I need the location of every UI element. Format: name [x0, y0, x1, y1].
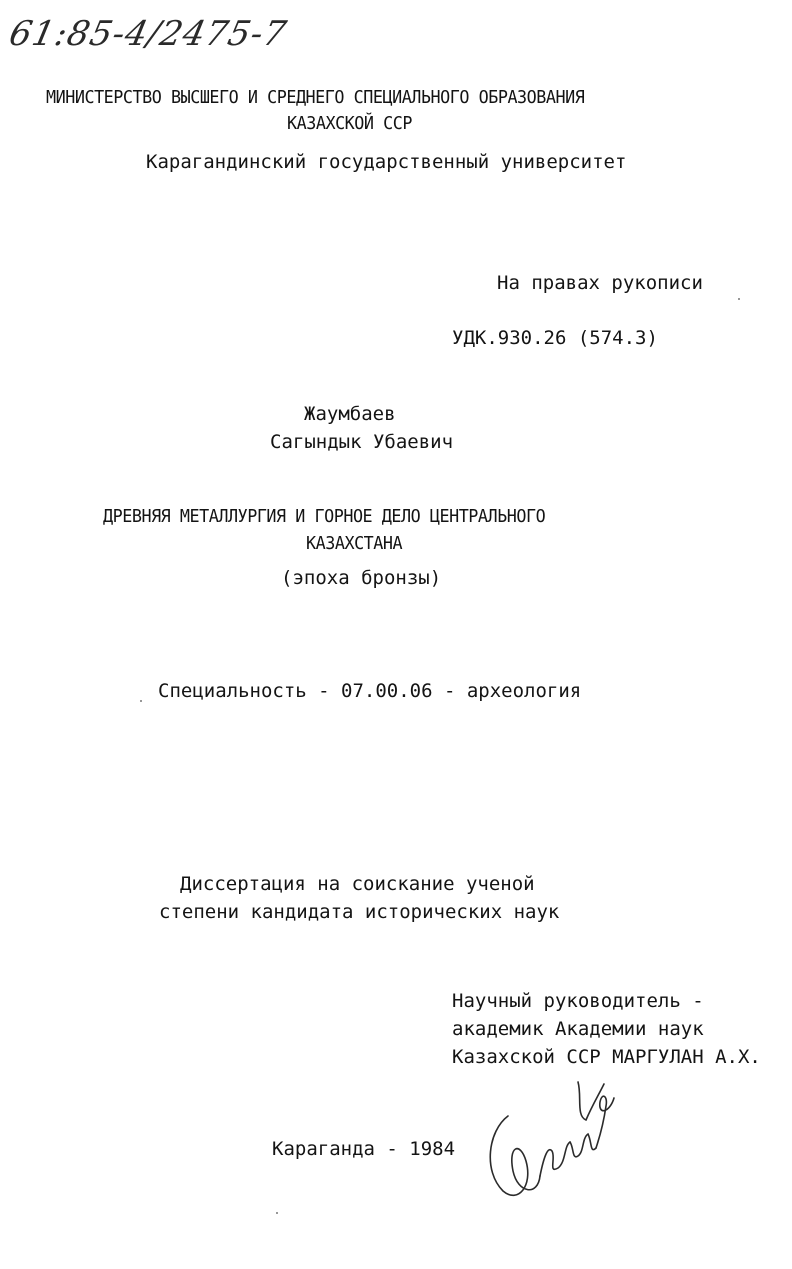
dissertation-line-1: Диссертация на соискание ученой	[180, 873, 535, 895]
scan-speck	[140, 700, 142, 702]
title-line-2: КАЗАХСТАНА	[306, 533, 403, 554]
scan-speck	[738, 298, 740, 300]
author-name: Сагындык Убаевич	[270, 431, 454, 453]
title-subtitle: (эпоха бронзы)	[281, 567, 442, 589]
archive-code-handwritten: 61:85-4/2475-7	[5, 14, 291, 54]
title-line-1: ДРЕВНЯЯ МЕТАЛЛУРГИЯ И ГОРНОЕ ДЕЛО ЦЕНТРАЛЬНОГО	[103, 506, 546, 527]
handwritten-signature	[478, 1076, 628, 1206]
university-name: Карагандинский государственный университет	[146, 151, 627, 173]
author-surname: Жаумбаев	[304, 403, 396, 425]
manuscript-rights: На правах рукописи	[497, 272, 703, 294]
specialty: Специальность - 07.00.06 - археология	[158, 680, 582, 702]
ministry-line-2: КАЗАХСКОЙ ССР	[287, 113, 412, 134]
advisor-line-1: Научный руководитель -	[452, 990, 704, 1012]
advisor-line-2: академик Академии наук	[452, 1018, 704, 1040]
dissertation-line-2: степени кандидата исторических наук	[159, 901, 560, 923]
advisor-line-3: Казахской ССР МАРГУЛАН А.Х.	[452, 1046, 761, 1068]
city-year: Караганда - 1984	[272, 1138, 456, 1160]
scan-speck	[276, 1212, 278, 1214]
udk-code: УДК.930.26 (574.3)	[452, 327, 658, 349]
ministry-line-1: МИНИСТЕРСТВО ВЫСШЕГО И СРЕДНЕГО СПЕЦИАЛЬНОГО ОБРАЗОВАНИЯ	[46, 87, 585, 108]
